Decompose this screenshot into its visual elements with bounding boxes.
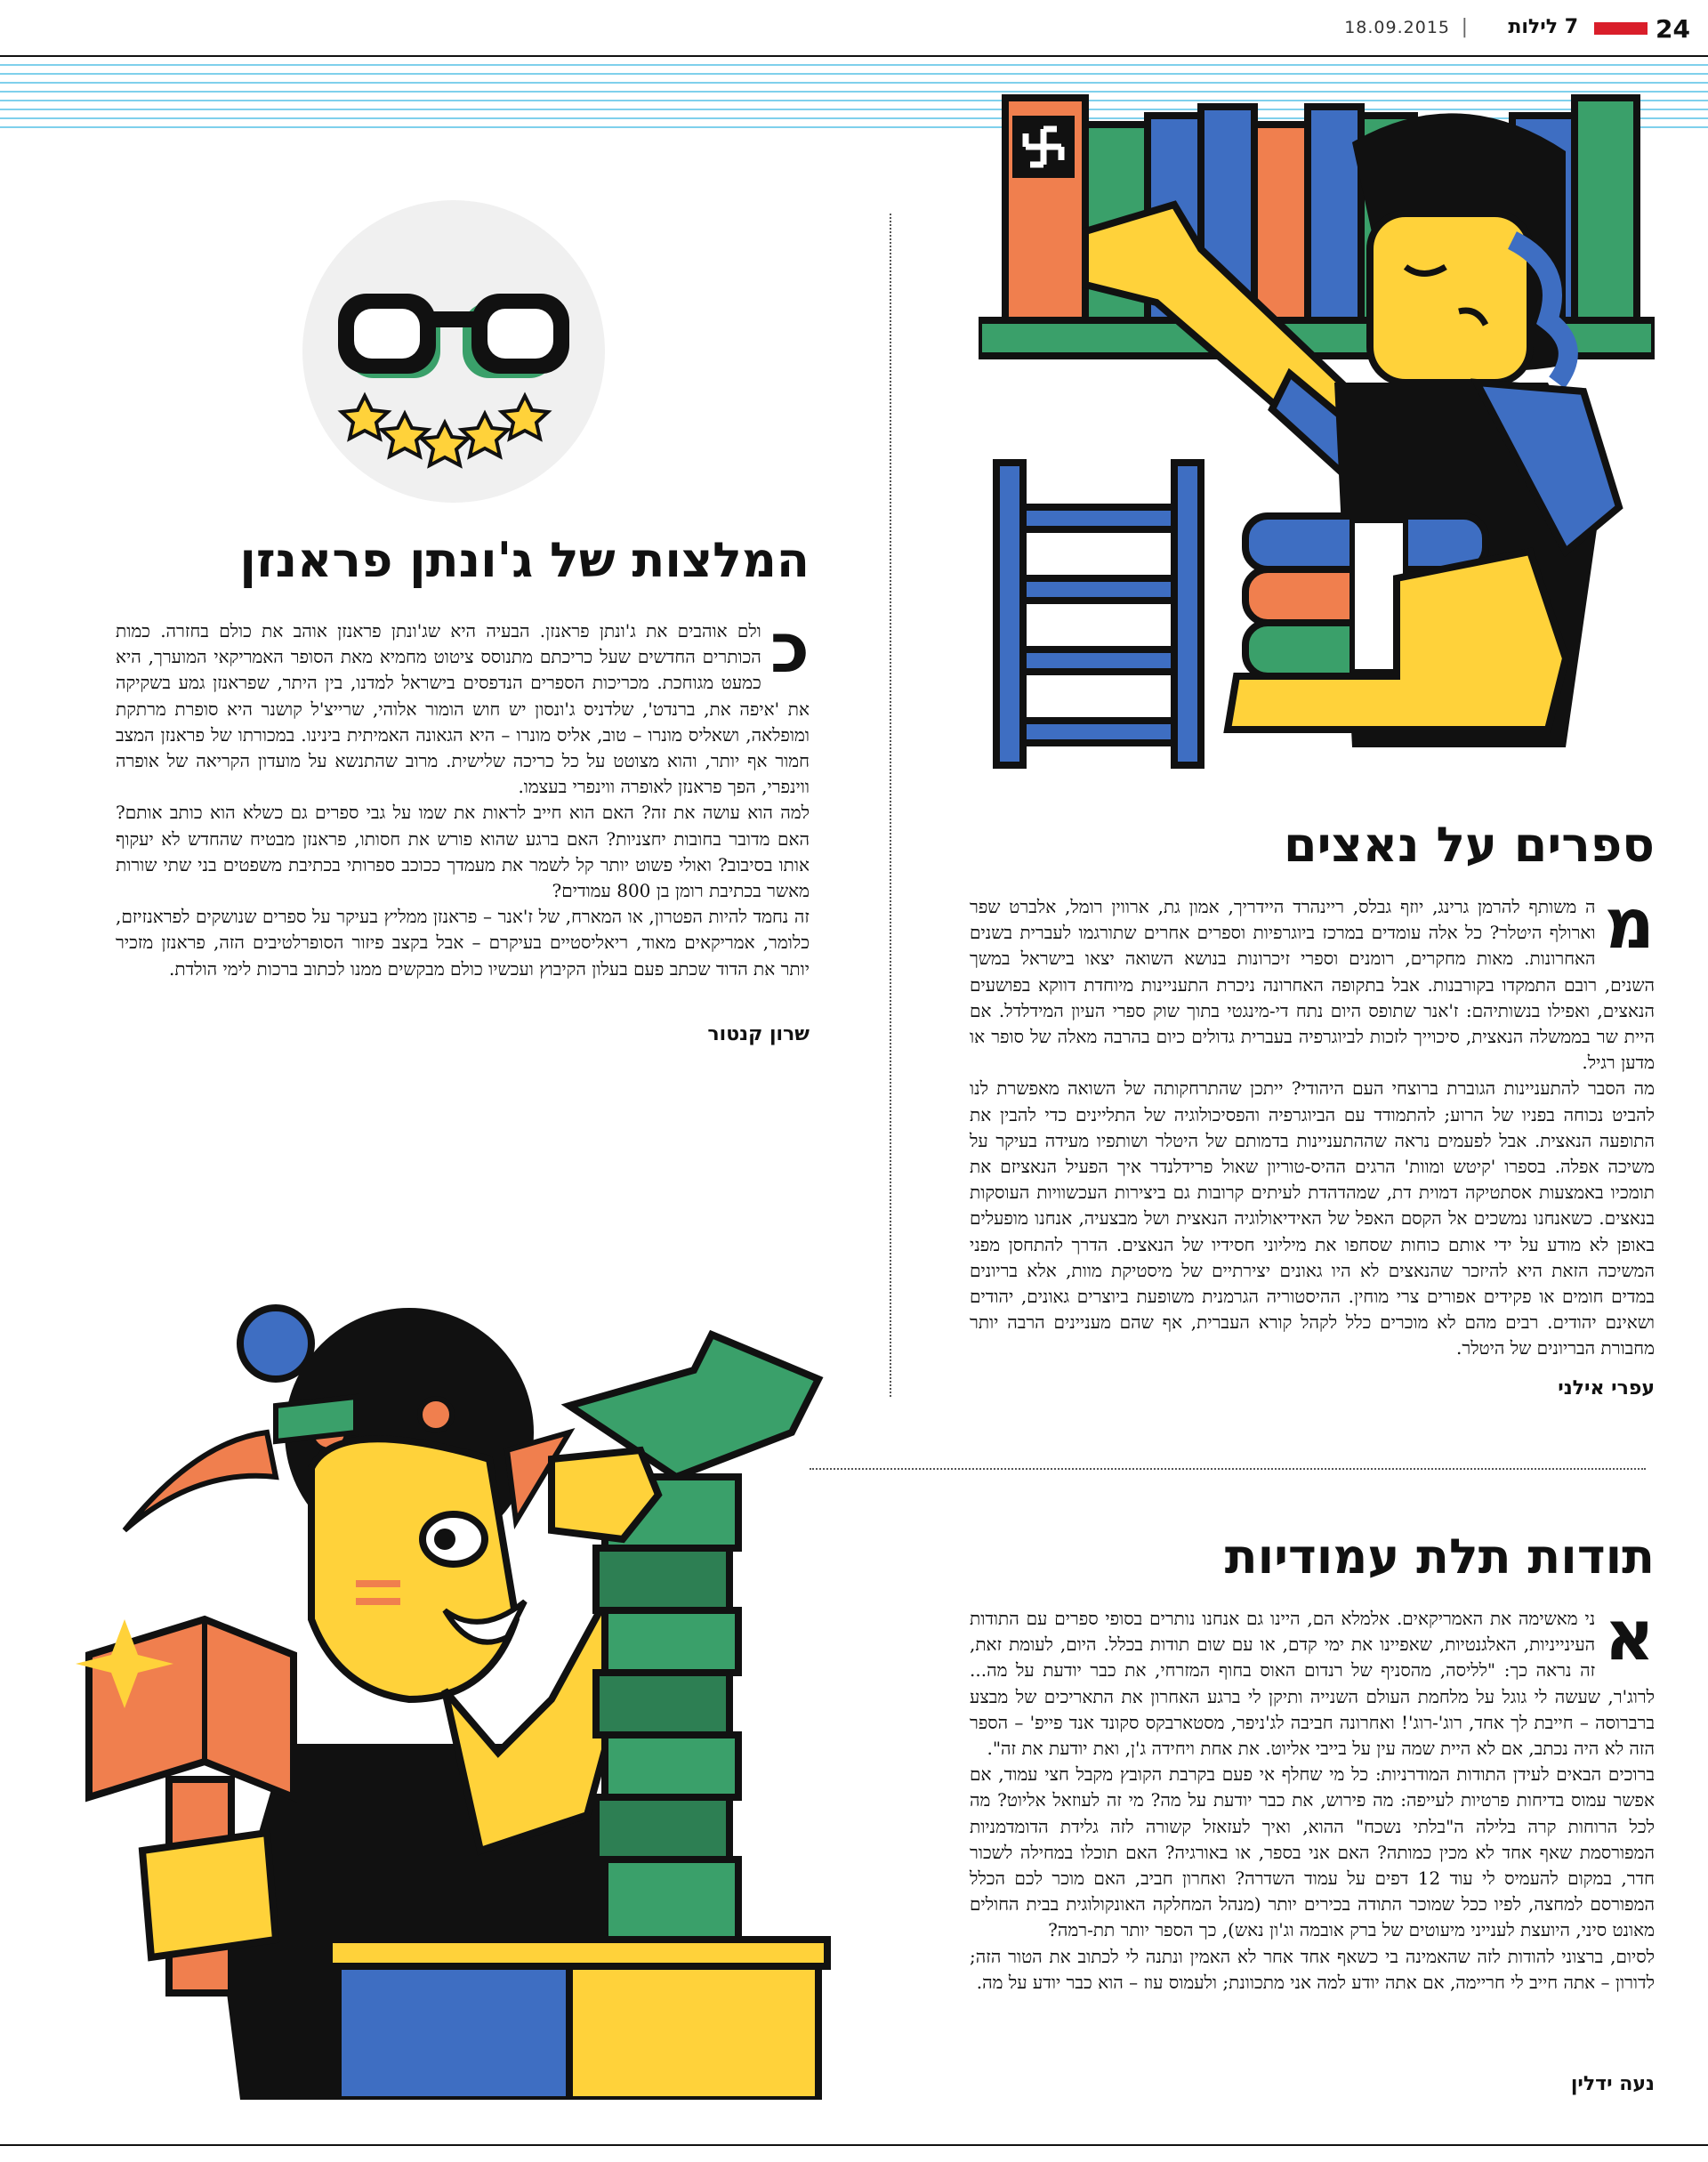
nazi-books-illustration [979,89,1655,774]
section-divider [810,1468,1646,1470]
issue-date: 18.09.2015 [1344,18,1450,37]
nazi-books-dropcap: מ [1604,884,1655,964]
nazi-books-author: עפרי אילני [1558,1377,1655,1400]
franzen-author: שרון קנטור [707,1023,810,1045]
page-header [0,0,1708,53]
paragraph: ברוכים הבאים לעידן התודות המודרניות: כל מי שחלף אי פעם בקרבת הקובץ מקבל חצי עמוד, אם אפשר עמוס בדיחות פרטיות לעייפה: מה פירוש, את כבר יודעת על מה? מי זה לעוזאל אליוט? מה לכל הרוחות קרה בלילה ה"בלתי נשכח" ההוא, ואיך לעזאזל קשורה לזה גלידת הדומדמניות המפורסמת שאף אחד לא מכין כמותה? האם אני בספר, או באורגיה? האם תוכלו במחילה לשכור חדר, במקום להעמיס לי עוד 12 דפים על עמוד השדרה? ואחרון חביב, האם מוכר לכם הכלל המפורסם למחצה, לפיו ככל שמוכר התודה בכירים יותר (מנהל המחלקה האונקולוגית בבית החולים מאונט סיני, היועצת לענייני מיעוטים של ברק אובמה וג'ון נאש), כך הספר יותר תת-רמה? [970,1763,1656,1941]
nazi-books-article-body [970,884,1655,1362]
franzen-dropcap: כ [769,609,810,689]
paragraph: זה נחמד להיות הפטרון, או המארח, של ז'אנר – פראנזן ממליץ בעיקר על ספרים שנושקים לפראנזיזם, כלומר, אמריקאים מאוד, ריאליסטיים בעיקרם – אבל בקצב פיזור הסופרלטיבים הזה, פראנזן מזכיר יותר את הדוד שכתב פעם בעלון הקיבוץ ועכשיו כולם מבקשים ממנו לכתוב ברכות לימי הולדת. [116,906,810,980]
footer-rule [0,2144,1708,2146]
glasses-with-stars-icon [302,200,605,503]
nazi-books-article-title: ספרים על נאצים [1284,817,1655,873]
page-number: 24 [1656,14,1690,44]
thanks-article-body [970,1596,1656,1996]
swastika-icon [1012,116,1075,178]
franzen-article-body [116,609,810,982]
column-divider [890,214,891,1397]
paragraph: ני מאשימה את האמריקאים. אלמלא הם, היינו גם אנחנו נותרים בסופי ספרים עם התודות העינייניות, האלגנטיות, שאפיינו את ימי קדם, או עם שום תודות בכלל. היום, לעומת זאת, זה נראה כך: "לליסה, מהסניף של רנדום האוס בחוף המזרחי, את כבר יודעת על מה... לרוג'ר, שעשה לי גוגל על מלחמת העולם השנייה ותיקן לי ברגע האחרון את התאריכים של מבצע ברברוסה – חייבת לך אחד, רוג'-רוג'! ואחרונה חביבה לג'ניפר, מסטארבקס סקונד אנד פייפ' – הספר הזה לא היה נכתב, אם לא היית שמה עין על בייבי אליוט. את אחת ויחידה ג'ן, ואת יודעת את זה". [970,1608,1655,1760]
paragraph: ולם אוהבים את ג'ונתן פראנזן. הבעיה היא שג'ונתן פראנזן אוהב את כולם בחזרה. כמות הכותרים החדשים שעל כריכתם מתנוסס ציטוט מחמיא מאת הסופר האמריקאי המוערך, היא כמעט מגוחכת. מכריכות הספרים הנדפסים בישראל למדנו, בין היתר, שפראנזן גמע בשקיקה את 'איפה את, ברנדט', שלדניס ג'ונסון יש חוש הומור אלוהי, שרייצ'ל קושנר היא סופרת מרתקת ומופלאה, ושאליס מונרו – טוב, אליס מונרו – היא הגאונה האמיתית בינינו. במכורתו של פראנזן המצב חמור אף יותר, והוא מצוטט על כל כריכה שלישית. מרוב שהתנשא על מועדון הקריאה של אופרה ווינפרי, הפך פראנזן לאופרה ווינפרי בעצמו. [116,620,810,798]
header-separator: | [1461,16,1468,38]
section-color-bar [1594,22,1648,35]
thanks-article-title: תודות תלת עמודיות [1224,1529,1655,1585]
franzen-article-title: המלצות של ג'ונתן פראנזן [239,532,810,588]
header-rule [0,55,1708,57]
section-name: 7 לילות [1508,16,1578,38]
woman-scroll-illustration [71,1281,836,2100]
paragraph: למה הוא עושה את זה? האם הוא חייב לראות את שמו על גבי ספרים גם כשלא הוא כותב אותם? האם מדובר בחובות יחצניות? האם ברגע שהוא פורש את חסותו, פראנזן מבטיח שהחדש לא יעקוף אותו בסיבוב? ואולי פשוט יותר קל לשמר את מעמדך ככוכב ספרותי בכתיבת משפטים בני שתי שורות מאשר בכתיבת רומן בן 800 עמודים? [116,802,810,902]
paragraph: ה משותף להרמן גרינג, יוזף גבלס, ריינהרד היידריך, אמון גת, ארווין רומל, אלברט שפר וארולף היטלר? כל אלה עומדים במרכז ביוגרפיות וספרים אחרים שתורגמו לעברית בשנים האחרונות. מאות מחקרים, רומנים וספרי זיכרונות בנושא השואה יצאו בישראל במשך השנים, רובם התמקדו בקורבנות. אבל בתקופה האחרונה ניכרת התעניינות מיוחדת דווקא בפושעים הנאצים, ואפילו בנשותיהם: ז'אנר שתופס היום נתח די-מינגטי בתוך שוק ספרי העיון המידלדל. אם היית שר בממשלה הנאצית, סיכוייך לזכות לביוגרפיה בעברית גדולים כיום בהרבה מאלה של סופר או מדען רגיל. [970,896,1655,1074]
thanks-dropcap: א [1604,1596,1655,1676]
thanks-author: נעה ידלין [1570,2073,1655,2095]
paragraph: מה הסבר להתעניינות הגוברת ברוצחי העם היהודי? ייתכן שהתרחקותה של השואה מאפשרת לנו להביט נכוחה בפניו של הרוע; להתמודד עם הביוגרפיה והפסיכולוגיה של התליינים כדי להבין את התופעה הנאצית. אבל לפעמים נראה שההתעניינות בדמותם של היטלר ושותפיו מעידה בעיקר על משיכה אפלה. בספרו 'קיטש ומוות' הרגים ההיס-טוריון שאול פרידלנדר איך הפעיל הנאציזם את תומכיו באמצעות אסתטיקה דמוית דת, שמהדהדת לעיתים קרובות גם ביצירות העכשוויות העוסקות בנאצים. כשאנחנו נמשכים אל הקסם האפל של האידיאולוגיה הנאצית ושל מבצעיה, אנחנו מופעלים באופן לא מודע על ידי אותם כוחות שסחפו את מיליוני חסידיו של הנאצים. הדרך להתחסן מפני המשיכה הזאת היא להיזכר שהנאצים לא היו גאונים יצירתיים של מיסטיקת מוות, אלא בריונים במדים חומים או פקידים אפורים צרי מוחין. ההיסטוריה הגרמנית משופעת ביוצרים גאונים, יהודים ושאינם יהודים. רבים מהם לא מוכרים כלל לקהל קורא העברית, אף שהם מעניינים הרבה יותר מחבורת הבריונים של היטלר. [970,1077,1655,1359]
paragraph: לסיום, ברצוני להודות לזה שהאמינה בי כשאף אחד אחר לא האמין ונתנה לי לכתוב את הטור הזה; לדורון – אתה חייב לי חריימה, אם אתה יודע למה אני מתכוונת; ולעמוס עוז – הוא כבר יודע על מה. [970,1945,1655,1993]
